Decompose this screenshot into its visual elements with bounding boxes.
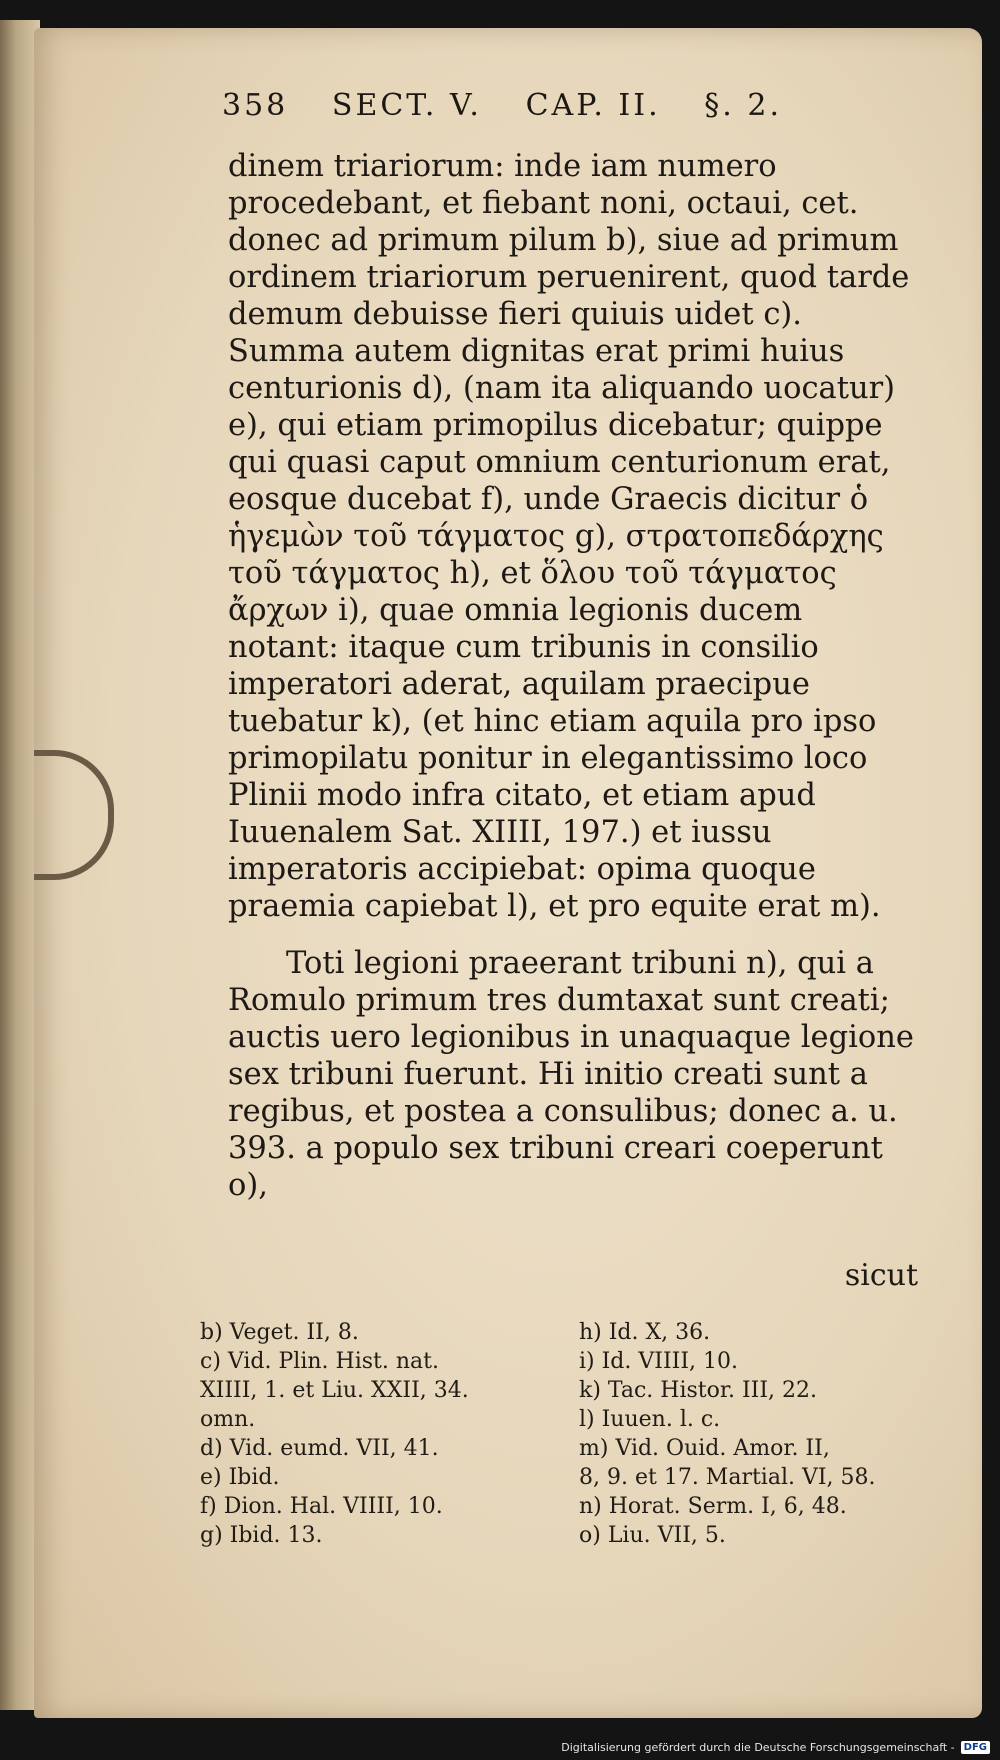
paragraph-2: Toti legioni praeerant tribuni n), qui a Romulo primum tres dumtaxat sunt creati; auctis uero legionibus in unaquaque legione sex tribuni fuerunt. Hi initio creati sunt a regibus, et postea a consulibus; donec a. u. 393. a populo sex tribuni creari coeperunt o), bbox=[228, 946, 914, 1203]
footnotes-right bbox=[579, 1318, 930, 1550]
footnote: i) Id. VIIII, 10. bbox=[579, 1349, 738, 1374]
page-clip bbox=[34, 750, 114, 880]
section-label: SECT. V. bbox=[331, 88, 482, 123]
page-number: 358 bbox=[222, 88, 289, 123]
footnote: omn. bbox=[200, 1407, 256, 1432]
footnote: n) Horat. Serm. I, 6, 48. bbox=[579, 1494, 847, 1519]
footnote: d) Vid. eumd. VII, 41. bbox=[200, 1436, 439, 1461]
footnote: f) Dion. Hal. VIIII, 10. bbox=[200, 1494, 443, 1519]
running-head bbox=[222, 88, 782, 123]
footnote: l) Iuuen. l. c. bbox=[579, 1407, 721, 1432]
footnote: g) Ibid. 13. bbox=[200, 1523, 323, 1548]
footnotes bbox=[200, 1318, 930, 1550]
footnote: k) Tac. Histor. III, 22. bbox=[579, 1378, 818, 1403]
footnote: XIIII, 1. et Liu. XXII, 34. bbox=[200, 1378, 469, 1403]
catchword: sicut bbox=[844, 1258, 918, 1293]
footnote: o) Liu. VII, 5. bbox=[579, 1523, 726, 1548]
digitization-credit bbox=[561, 1741, 990, 1754]
footnote: b) Veget. II, 8. bbox=[200, 1320, 359, 1345]
footnote: h) Id. X, 36. bbox=[579, 1320, 711, 1345]
dfg-logo-icon: DFG bbox=[961, 1741, 990, 1754]
footnote: m) Vid. Ouid. Amor. II, bbox=[579, 1436, 830, 1461]
footnotes-left bbox=[200, 1318, 551, 1550]
credit-text: Digitalisierung gefördert durch die Deutsche Forschungsgemeinschaft - bbox=[561, 1741, 955, 1754]
footnote: 8, 9. et 17. Martial. VI, 58. bbox=[579, 1465, 876, 1490]
chapter-label: CAP. II. bbox=[525, 88, 661, 123]
footnote: c) Vid. Plin. Hist. nat. bbox=[200, 1349, 439, 1374]
footnote: e) Ibid. bbox=[200, 1465, 280, 1490]
main-text bbox=[228, 148, 918, 1204]
paragraph-1: dinem triariorum: inde iam numero procedebant, et fiebant noni, octaui, cet. donec ad primum pilum b), siue ad primum ordinem triariorum peruenirent, quod tarde demum debuisse fieri quiuis uidet c). Summa autem dignitas erat primi huius centurionis d), (nam ita aliquando uocatur) e), qui etiam primopilus dicebatur; quippe qui quasi caput omnium centurionum erat, eosque ducebat f), unde Graecis dicitur ὁ ἡγεμὼν τοῦ τάγματος g), στρατοπεδάρχης τοῦ τάγματος h), et ὅλου τοῦ τάγματος ἄρχων i), quae omnia legionis ducem notant: itaque cum tribunis in consilio imperatori aderat, aquilam praecipue tuebatur k), (et hinc etiam aquila pro ipso primopilatu ponitur in elegantissimo loco Plinii modo infra citato, et etiam apud Iuuenalem Sat. XIIII, 197.) et iussu imperatoris accipiebat: opima quoque praemia capiebat l), et pro equite erat m). bbox=[228, 149, 910, 924]
paragraph-label: §. 2. bbox=[704, 88, 782, 123]
